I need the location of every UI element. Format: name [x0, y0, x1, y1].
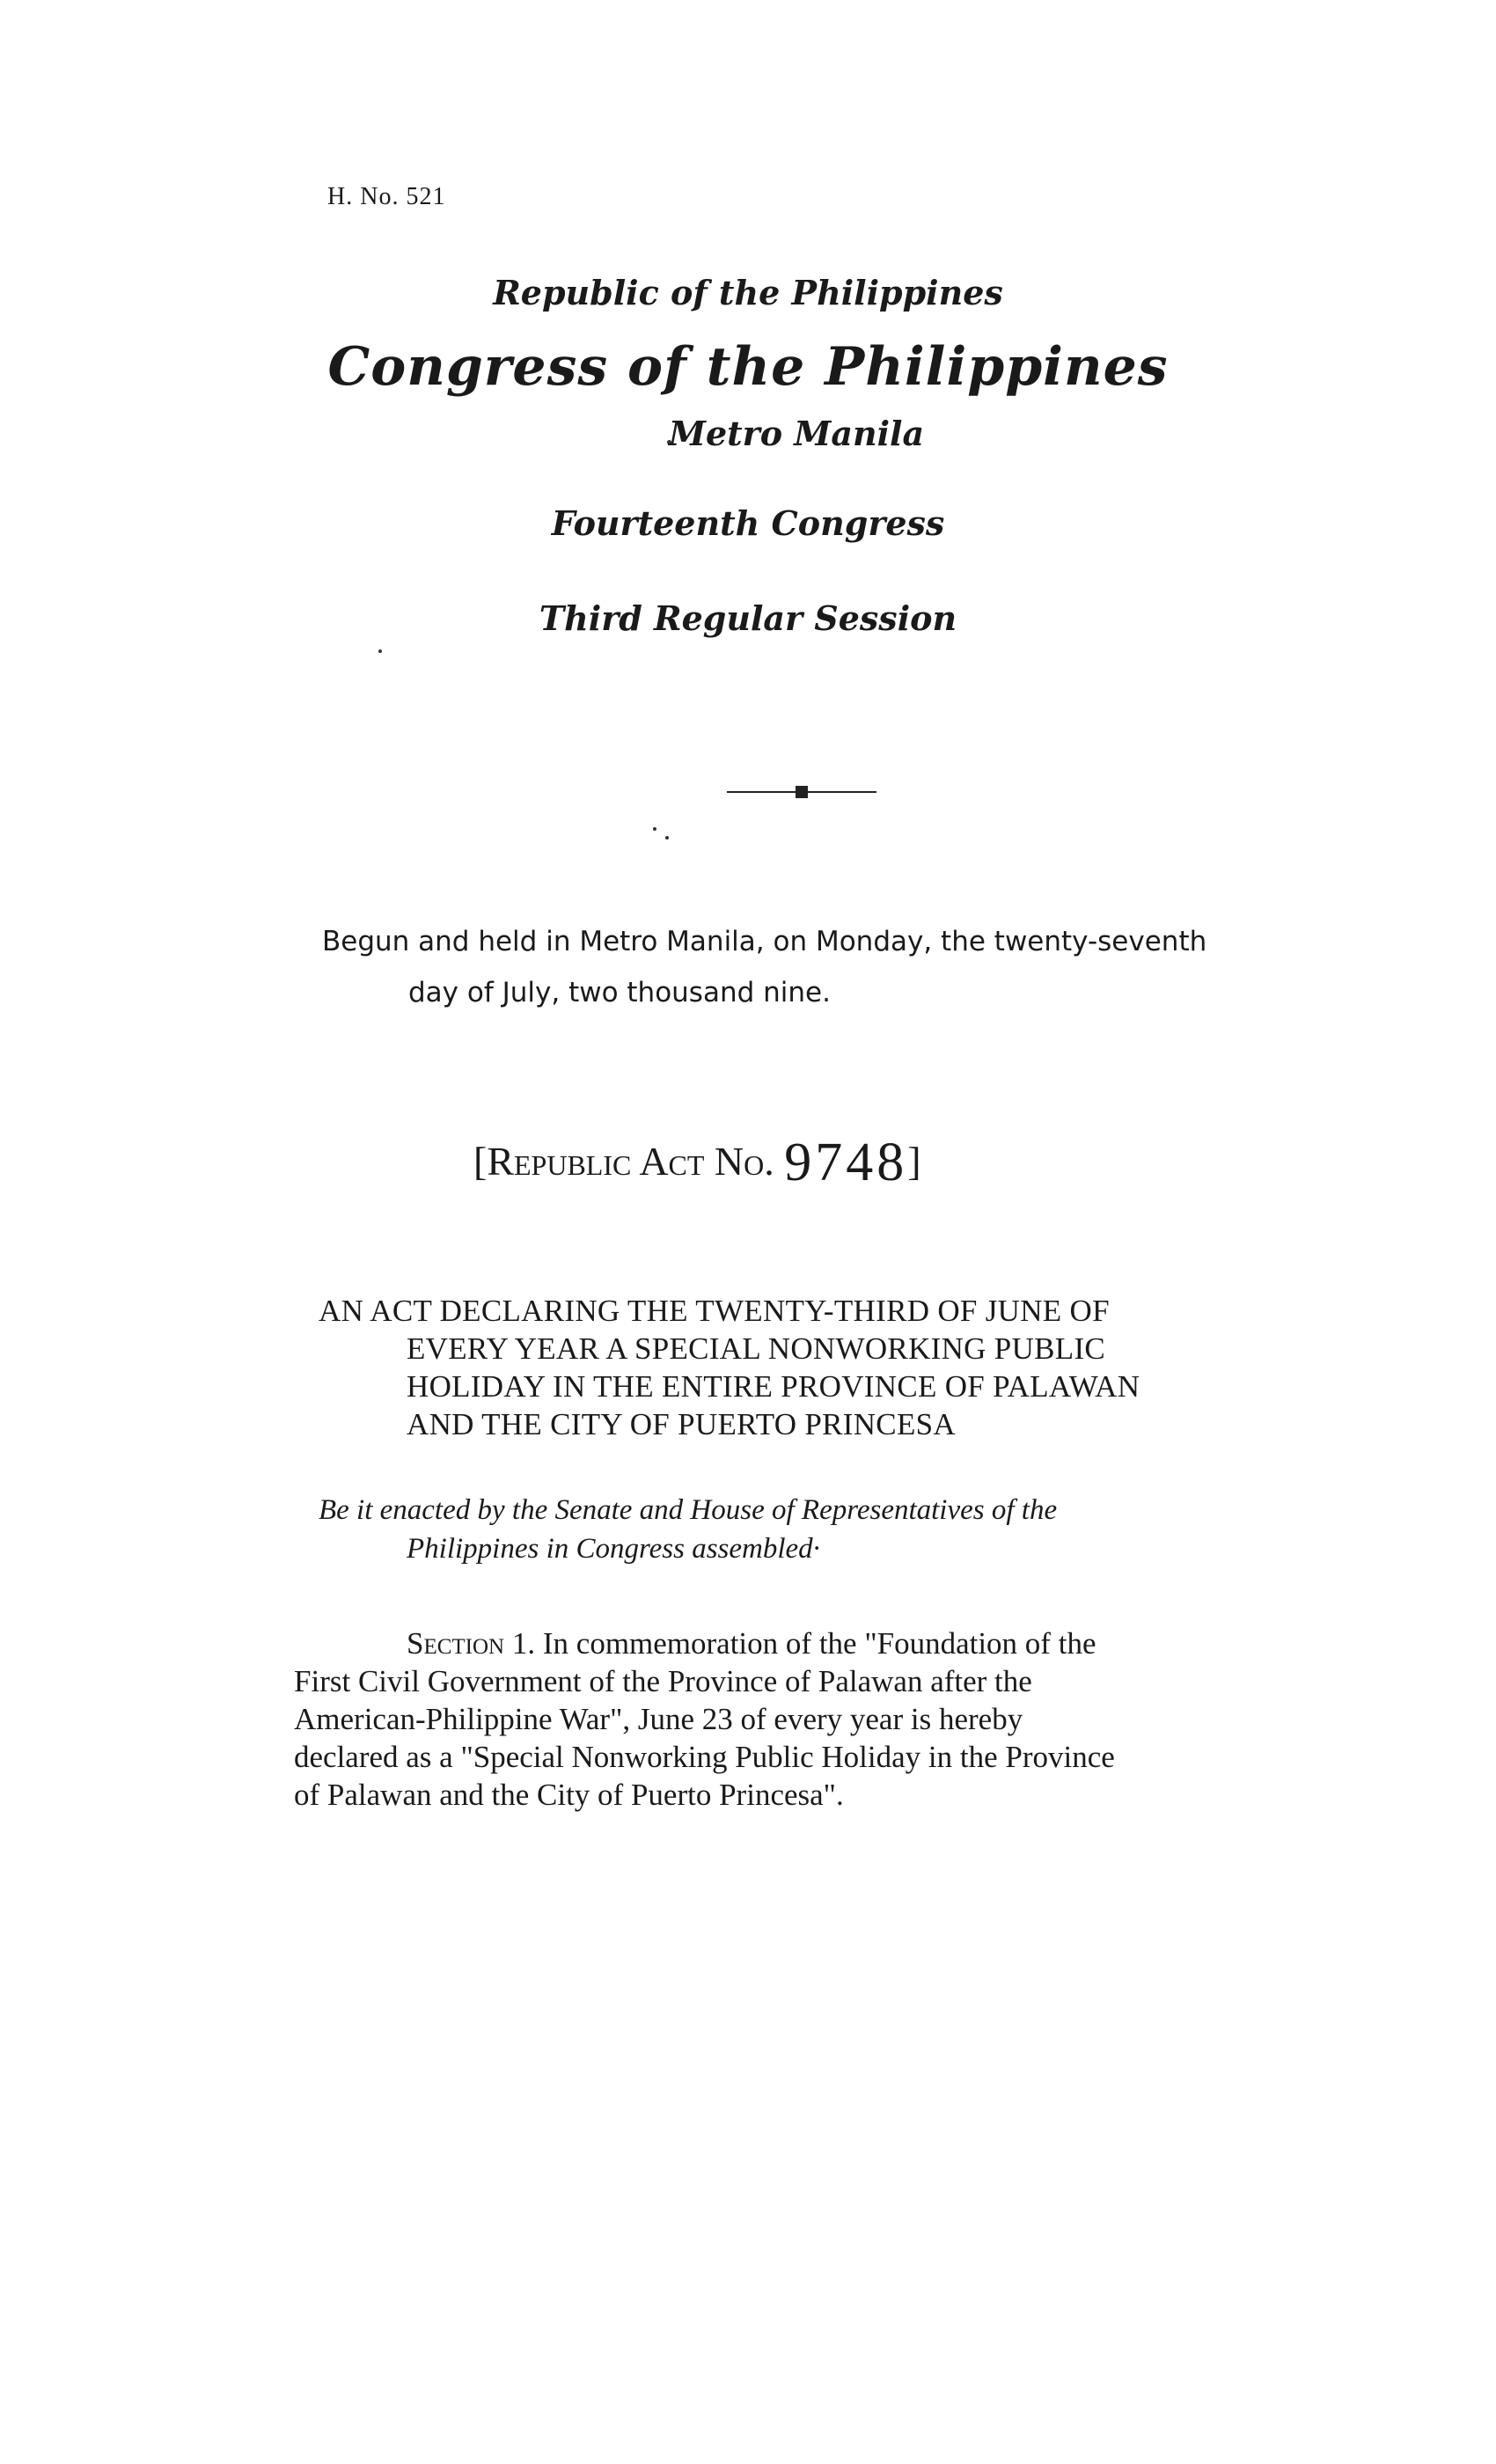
stray-mark — [665, 836, 669, 840]
act-title-line: AND THE CITY OF PUERTO PRINCESA — [407, 1407, 956, 1441]
section-1-line: First Civil Government of the Province of Palawan after the — [294, 1664, 1032, 1698]
act-title-line: HOLIDAY IN THE ENTIRE PROVINCE OF PALAWAN — [407, 1369, 1140, 1404]
republic-act-heading — [473, 1126, 921, 1192]
section-1-line-1: In commemoration of the "Foundation of the — [542, 1626, 1096, 1661]
letterhead-congress-number: Fourteenth Congress — [551, 503, 945, 543]
enacting-clause-line: Be it enacted by the Senate and House of Representatives of the — [319, 1494, 1058, 1526]
section-1-label: Section 1. — [407, 1626, 536, 1661]
house-bill-number: H. No. 521 — [327, 183, 446, 210]
section-1-line: of Palawan and the City of Puerto Princesa". — [294, 1778, 844, 1812]
section-1-line: declared as a "Special Nonworking Public Holiday in the Province — [294, 1740, 1115, 1774]
stray-mark — [378, 649, 382, 653]
section-1-first-line — [407, 1626, 1096, 1661]
ra-number: 9748 — [784, 1133, 908, 1192]
act-title-line: EVERY YEAR A SPECIAL NONWORKING PUBLIC — [407, 1331, 1106, 1366]
begun-held-line-2: day of July, two thousand nine. — [408, 977, 831, 1008]
ra-open-bracket: [ — [473, 1139, 488, 1184]
ornament-divider — [727, 786, 876, 798]
ra-label: Republic Act No. — [487, 1139, 774, 1184]
letterhead-congress: Congress of the Philippines — [327, 336, 1169, 398]
letterhead-session: Third Regular Session — [539, 598, 957, 638]
section-1-line: American-Philippine War", June 23 of every year is hereby — [294, 1702, 1023, 1736]
letterhead-location: Metro Manila — [668, 414, 925, 453]
begun-held-line-1: Begun and held in Metro Manila, on Monday, the twenty-seventh — [322, 926, 1207, 957]
act-title-line: AN ACT DECLARING THE TWENTY-THIRD OF JUNE OF — [319, 1294, 1110, 1328]
enacting-clause-line: Philippines in Congress assembled· — [407, 1533, 820, 1565]
letterhead-republic: Republic of the Philippines — [493, 273, 1003, 312]
stray-mark — [653, 827, 656, 831]
ra-close-bracket: ] — [907, 1139, 921, 1184]
